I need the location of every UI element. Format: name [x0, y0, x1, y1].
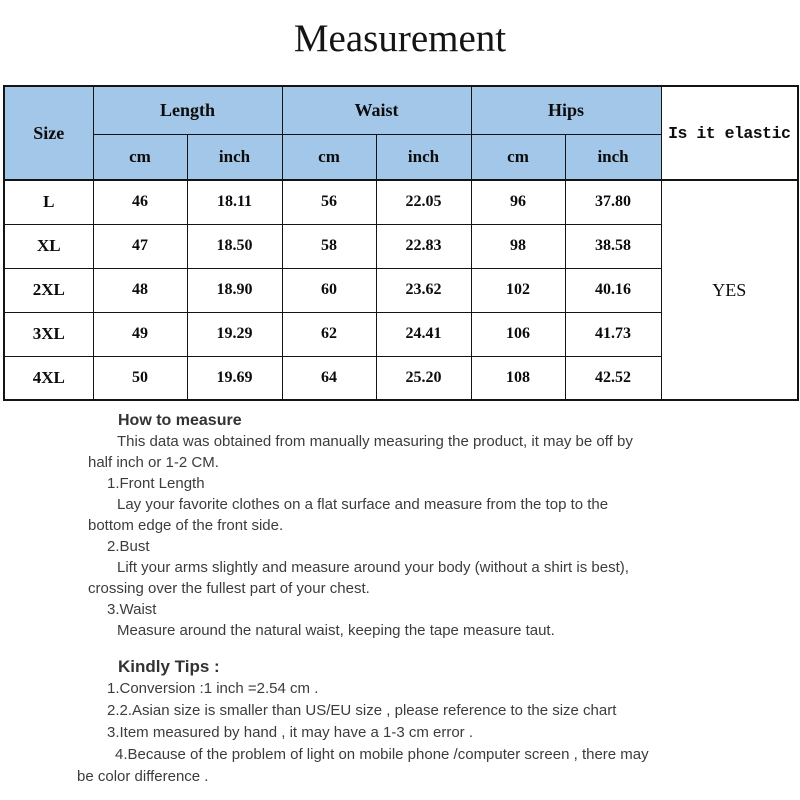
how-to-measure-heading: How to measure — [118, 412, 242, 429]
length-inch-value: 19.69 — [187, 356, 282, 400]
how-to-measure-line: half inch or 1-2 CM. — [88, 454, 219, 471]
header-row-groups — [4, 86, 798, 134]
waist-inch-value: 22.83 — [376, 224, 471, 268]
waist-cm-value: 56 — [282, 180, 376, 224]
kindly-tips-line: 3.Item measured by hand , it may have a 1-3 cm error . — [107, 724, 473, 741]
size-chart-table — [3, 85, 799, 401]
length-inch-header: inch — [187, 134, 282, 180]
kindly-tips-heading: Kindly Tips : — [118, 657, 220, 676]
elastic-value: YES — [661, 180, 798, 400]
how-to-measure-line: 2.Bust — [107, 538, 150, 555]
hips-cm-header: cm — [471, 134, 565, 180]
waist-cm-header: cm — [282, 134, 376, 180]
notes-section — [77, 410, 768, 788]
hips-cm-value: 106 — [471, 312, 565, 356]
waist-inch-value: 24.41 — [376, 312, 471, 356]
length-inch-value: 18.90 — [187, 268, 282, 312]
kindly-tips-line: be color difference . — [77, 768, 209, 785]
length-cm-header: cm — [93, 134, 187, 180]
size-label: 4XL — [4, 356, 93, 400]
how-to-measure-line: 1.Front Length — [107, 475, 205, 492]
how-to-measure-line: bottom edge of the front side. — [88, 517, 284, 534]
size-label: XL — [4, 224, 93, 268]
kindly-tips-line: 1.Conversion :1 inch =2.54 cm . — [107, 680, 319, 697]
how-to-measure-line: This data was obtained from manually measuring the product, it may be off by — [117, 433, 633, 450]
waist-inch-value: 23.62 — [376, 268, 471, 312]
length-cm-value: 50 — [93, 356, 187, 400]
waist-cm-value: 62 — [282, 312, 376, 356]
hips-inch-value: 42.52 — [565, 356, 661, 400]
how-to-measure-line: Measure around the natural waist, keeping the tape measure taut. — [117, 622, 555, 639]
waist-cm-value: 60 — [282, 268, 376, 312]
length-inch-value: 19.29 — [187, 312, 282, 356]
length-cm-value: 49 — [93, 312, 187, 356]
kindly-tips-section — [77, 656, 768, 788]
length-cm-value: 47 — [93, 224, 187, 268]
length-cm-value: 48 — [93, 268, 187, 312]
size-label: L — [4, 180, 93, 224]
hips-inch-value: 40.16 — [565, 268, 661, 312]
hips-inch-header: inch — [565, 134, 661, 180]
waist-inch-header: inch — [376, 134, 471, 180]
table-row-L — [4, 180, 798, 224]
kindly-tips-line: 2.2.Asian size is smaller than US/EU size , please reference to the size chart — [107, 702, 617, 719]
size-column-header: Size — [4, 86, 93, 180]
hips-cm-value: 98 — [471, 224, 565, 268]
length-group-header: Length — [93, 86, 282, 134]
hips-cm-value: 96 — [471, 180, 565, 224]
hips-cm-value: 102 — [471, 268, 565, 312]
hips-group-header: Hips — [471, 86, 661, 134]
how-to-measure-line: Lift your arms slightly and measure around your body (without a shirt is best), — [117, 559, 629, 576]
length-cm-value: 46 — [93, 180, 187, 224]
elastic-column-header: Is it elastic — [661, 86, 798, 180]
hips-inch-value: 37.80 — [565, 180, 661, 224]
waist-cm-value: 58 — [282, 224, 376, 268]
kindly-tips-line: 4.Because of the problem of light on mobile phone /computer screen , there may — [115, 746, 649, 763]
hips-inch-value: 38.58 — [565, 224, 661, 268]
hips-inch-value: 41.73 — [565, 312, 661, 356]
size-label: 3XL — [4, 312, 93, 356]
waist-inch-value: 22.05 — [376, 180, 471, 224]
hips-cm-value: 108 — [471, 356, 565, 400]
page-title: Measurement — [293, 17, 507, 60]
waist-group-header: Waist — [282, 86, 471, 134]
length-inch-value: 18.11 — [187, 180, 282, 224]
waist-cm-value: 64 — [282, 356, 376, 400]
length-inch-value: 18.50 — [187, 224, 282, 268]
how-to-measure-line: 3.Waist — [107, 601, 157, 618]
how-to-measure-line: crossing over the fullest part of your chest. — [88, 580, 370, 597]
how-to-measure-line: Lay your favorite clothes on a flat surface and measure from the top to the — [117, 496, 609, 513]
size-label: 2XL — [4, 268, 93, 312]
waist-inch-value: 25.20 — [376, 356, 471, 400]
